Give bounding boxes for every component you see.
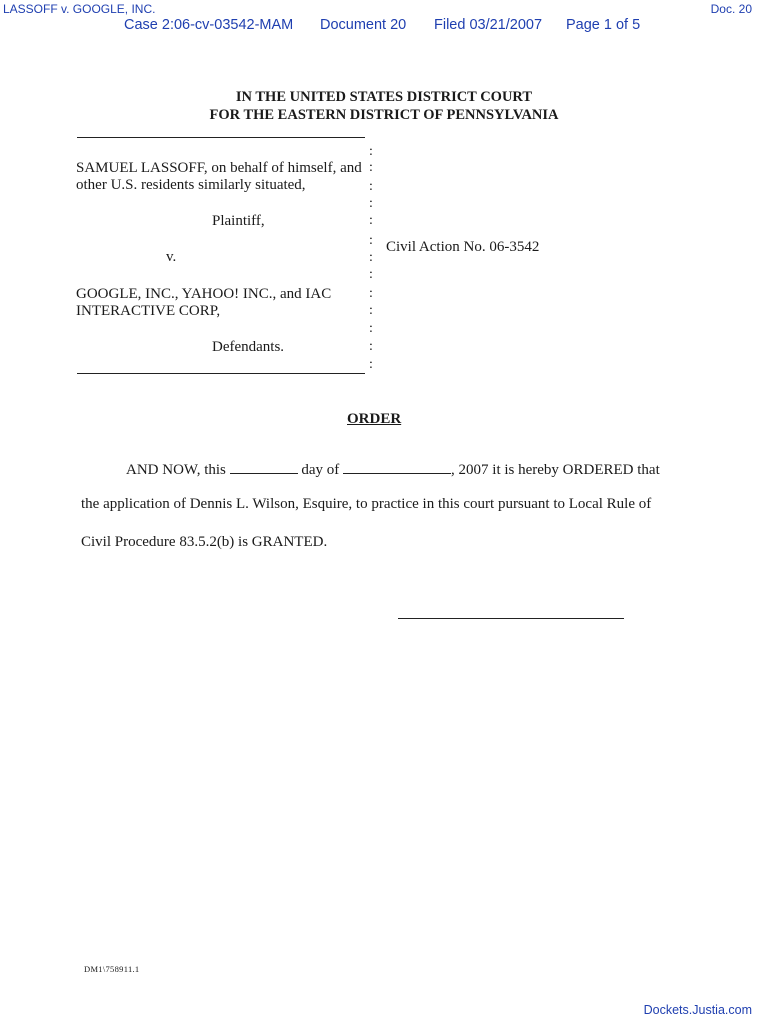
court-name-line2: FOR THE EASTERN DISTRICT OF PENNSYLVANIA (209, 107, 559, 123)
order-day-of: day of (301, 462, 340, 478)
defendant-line2: INTERACTIVE CORP, (76, 303, 221, 319)
caption-colon: : (369, 196, 373, 211)
caption-colon: : (369, 213, 373, 228)
order-date-tail: , 2007 it is hereby ORDERED that (451, 462, 660, 478)
caption-colon: : (369, 267, 373, 282)
caption-colon: : (369, 233, 373, 248)
plaintiff-line2: other U.S. residents similarly situated, (76, 177, 306, 193)
doc-number-link[interactable]: Doc. 20 (710, 2, 752, 16)
plaintiff-role: Plaintiff, (212, 213, 265, 229)
caption-colon: : (369, 339, 373, 354)
month-blank (343, 461, 451, 474)
page-indicator: Page 1 of 5 (566, 17, 641, 33)
signature-line (398, 618, 624, 619)
caption-colon: : (369, 321, 373, 336)
order-title: ORDER (347, 411, 402, 427)
filed-date: Filed 03/21/2007 (434, 17, 543, 33)
caption-colon: : (369, 179, 373, 194)
case-number: Case 2:06-cv-03542-MAM (124, 17, 294, 33)
order-date-lead: AND NOW, this (126, 462, 226, 478)
document-id: DM1\758911.1 (84, 964, 140, 974)
justia-link[interactable]: Dockets.Justia.com (643, 1003, 752, 1017)
caption-colon: : (369, 160, 373, 175)
versus: v. (166, 249, 177, 265)
caption-top-rule (77, 137, 365, 138)
civil-action-number: Civil Action No. 06-3542 (386, 239, 540, 255)
caption-bottom-rule (77, 373, 365, 374)
court-name-line1: IN THE UNITED STATES DISTRICT COURT (235, 89, 533, 105)
document-number: Document 20 (320, 17, 407, 33)
caption-colon: : (369, 357, 373, 372)
caption-colon: : (369, 303, 373, 318)
day-blank (230, 461, 298, 474)
order-paragraph-line1 (126, 461, 660, 479)
defendant-line1: GOOGLE, INC., YAHOO! INC., and IAC (76, 286, 332, 302)
caption-colon: : (369, 286, 373, 301)
defendant-role: Defendants. (212, 339, 285, 355)
order-paragraph-line3: Civil Procedure 83.5.2(b) is GRANTED. (81, 534, 328, 550)
order-paragraph-line2: the application of Dennis L. Wilson, Esquire, to practice in this court pursuant to Local Rule of (81, 496, 652, 512)
case-title-link[interactable]: LASSOFF v. GOOGLE, INC. (3, 2, 156, 16)
caption-colon: : (369, 250, 373, 265)
caption-colon: : (369, 144, 373, 159)
plaintiff-line1: SAMUEL LASSOFF, on behalf of himself, and (76, 160, 362, 176)
